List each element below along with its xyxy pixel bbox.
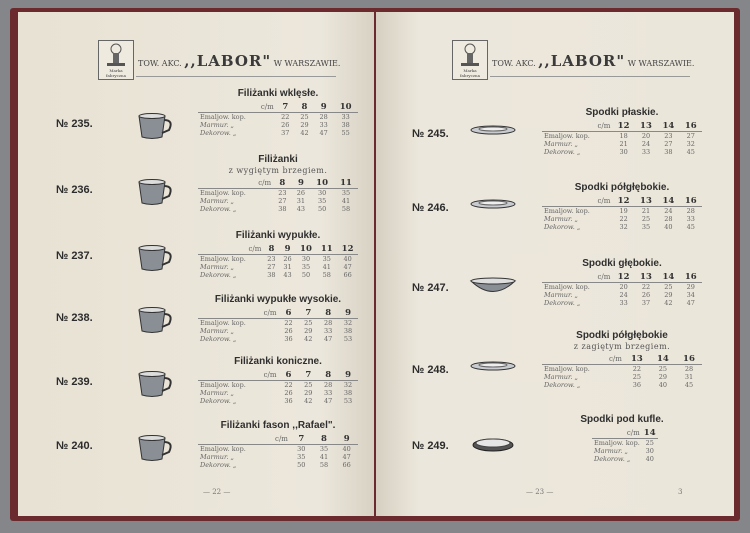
price-cell: 23 [664, 132, 673, 140]
product-title: Filiżanki fason ,,Rafael". [220, 420, 336, 431]
item-number: № 236. [56, 184, 93, 196]
cup-illustration [136, 370, 176, 404]
price-table [198, 178, 358, 213]
item-number: № 248. [412, 364, 449, 376]
price-cell: 66 [342, 461, 351, 469]
finish-label: Dekorow. „ [200, 271, 237, 279]
table-row [198, 271, 358, 279]
price-cell: 25 [300, 113, 309, 121]
price-cell: 33 [319, 121, 328, 129]
price-table [592, 428, 658, 463]
corner-mark: 3 [678, 488, 683, 496]
product-title: Filiżanki wklęsłe. [237, 88, 319, 99]
price-cell: 58 [341, 205, 351, 213]
table-row [542, 207, 702, 216]
size-unit-header: c/m [198, 434, 290, 445]
cup-illustration [136, 434, 176, 468]
table-row [542, 140, 702, 148]
product-title: Filiżanki wypukłe wysokie. [214, 294, 342, 305]
size-unit-header: c/m [542, 272, 612, 283]
size-unit-header: c/m [592, 428, 642, 439]
price-cell: 24 [641, 140, 651, 148]
item-number: № 245. [412, 128, 449, 140]
price-cell: 29 [304, 389, 313, 397]
table-row [198, 389, 358, 397]
price-table [198, 370, 358, 405]
price-cell: 30 [645, 447, 654, 455]
price-cell: 33 [641, 148, 651, 156]
price-cell: 32 [619, 223, 628, 231]
product-title: Spodki płaskie. [585, 107, 659, 118]
size-header: 8 [295, 102, 314, 113]
price-cell: 38 [664, 148, 673, 156]
price-cell: 36 [284, 335, 293, 343]
price-cell: 36 [632, 381, 642, 389]
item-number: № 239. [56, 376, 93, 388]
table-row [198, 255, 358, 264]
finish-label: Emaljow. kop. [594, 439, 640, 447]
finish-label: Emaljow. kop. [200, 255, 246, 263]
price-cell: 31 [684, 373, 694, 381]
table-row [198, 397, 358, 405]
table-row [198, 461, 358, 469]
item-number: № 238. [56, 312, 93, 324]
size-header: 9 [335, 434, 358, 445]
company-name: TOW. AKC. ,,LABOR" W WARSZAWIE. [138, 52, 341, 70]
price-cell: 25 [658, 365, 668, 373]
right-page [376, 12, 734, 516]
finish-label: Emaljow. kop. [200, 113, 246, 121]
price-cell: 53 [343, 397, 353, 405]
size-header: 9 [292, 178, 311, 189]
item-number: № 235. [56, 118, 93, 130]
finish-label: Dekorow. „ [200, 335, 237, 343]
size-header: 7 [298, 308, 318, 319]
price-cell: 27 [267, 263, 276, 271]
price-cell: 27 [278, 197, 287, 205]
price-cell: 66 [343, 271, 352, 279]
size-header: 13 [635, 121, 657, 132]
item-number: № 247. [412, 282, 449, 294]
price-cell: 38 [343, 389, 353, 397]
size-header: 14 [657, 196, 679, 207]
size-header: 9 [338, 308, 358, 319]
size-header: 12 [337, 244, 358, 255]
size-header: 9 [338, 370, 358, 381]
price-cell: 50 [301, 271, 311, 279]
product-title: Spodki głębokie. [582, 258, 662, 269]
company-name: TOW. AKC. ,,LABOR" W WARSZAWIE. [492, 52, 695, 70]
size-header: 6 [279, 370, 299, 381]
size-header: 12 [612, 121, 634, 132]
price-cell: 20 [619, 283, 628, 291]
table-row [198, 129, 358, 137]
price-cell: 23 [278, 189, 287, 197]
size-header: 10 [296, 244, 317, 255]
product-title: Spodki półgłębokie. [574, 182, 670, 193]
size-unit-header: c/m [198, 308, 279, 319]
size-header: 11 [334, 178, 358, 189]
price-cell: 38 [278, 205, 287, 213]
price-cell: 29 [300, 121, 309, 129]
price-cell: 43 [296, 205, 306, 213]
finish-label: Emaljow. kop. [200, 189, 246, 197]
page-number: — 23 — [526, 488, 554, 496]
size-header: 10 [333, 102, 358, 113]
price-cell: 37 [641, 299, 651, 307]
price-cell: 22 [284, 319, 293, 327]
price-cell: 35 [301, 263, 311, 271]
table-row [542, 215, 702, 223]
price-cell: 31 [296, 197, 306, 205]
finish-label: Emaljow. kop. [544, 132, 590, 140]
price-table [198, 244, 358, 279]
bowl-illustration [468, 276, 518, 300]
size-header: 7 [298, 370, 318, 381]
lamp-icon [453, 41, 487, 71]
price-cell: 47 [686, 299, 695, 307]
size-header: 16 [680, 121, 702, 132]
price-cell: 32 [686, 140, 695, 148]
finish-label: Dekorow. „ [544, 381, 581, 389]
factory-logo: Marka fabryczna [452, 40, 488, 80]
item-number: № 246. [412, 202, 449, 214]
factory-logo: Marka fabryczna [98, 40, 134, 80]
price-cell: 38 [343, 327, 353, 335]
price-cell: 45 [684, 381, 694, 389]
size-unit-header: c/m [542, 196, 612, 207]
price-cell: 38 [341, 121, 350, 129]
left-page [18, 12, 374, 516]
size-header: 13 [624, 354, 650, 365]
item-number: № 240. [56, 440, 93, 452]
price-cell: 47 [324, 335, 333, 343]
price-cell: 34 [686, 291, 695, 299]
price-cell: 42 [304, 397, 313, 405]
cup-illustration [136, 112, 176, 146]
finish-label: Marmur. „ [544, 373, 578, 381]
price-cell: 28 [324, 319, 333, 327]
price-cell: 28 [319, 113, 328, 121]
size-header: 7 [276, 102, 295, 113]
price-cell: 33 [324, 389, 333, 397]
table-row [542, 381, 702, 389]
finish-label: Emaljow. kop. [544, 207, 590, 215]
size-unit-header: c/m [198, 244, 263, 255]
price-cell: 32 [343, 319, 353, 327]
size-header: 14 [650, 354, 676, 365]
finish-label: Emaljow. kop. [200, 381, 246, 389]
catalog-header [412, 38, 722, 88]
size-unit-header: c/m [198, 178, 273, 189]
size-header: 9 [314, 102, 333, 113]
ornament-line [490, 76, 690, 78]
price-cell: 58 [319, 461, 329, 469]
price-cell: 53 [343, 335, 353, 343]
size-unit-header: c/m [198, 102, 276, 113]
table-row [542, 365, 702, 374]
table-row [592, 455, 658, 463]
size-header: 9 [279, 244, 295, 255]
price-cell: 23 [267, 255, 276, 263]
size-header: 8 [263, 244, 279, 255]
price-cell: 30 [297, 445, 306, 453]
table-row [198, 327, 358, 335]
table-row [542, 283, 702, 292]
finish-label: Marmur. „ [544, 291, 578, 299]
price-cell: 43 [283, 271, 292, 279]
size-header: 13 [635, 272, 657, 283]
price-cell: 25 [645, 439, 654, 447]
price-cell: 35 [317, 197, 327, 205]
price-cell: 35 [641, 223, 651, 231]
finish-label: Dekorow. „ [594, 455, 631, 463]
price-cell: 27 [686, 132, 695, 140]
price-cell: 35 [297, 453, 306, 461]
price-cell: 30 [619, 148, 628, 156]
price-cell: 29 [664, 291, 673, 299]
finish-label: Dekorow. „ [200, 461, 237, 469]
size-header: 16 [676, 354, 702, 365]
price-cell: 35 [341, 189, 351, 197]
table-row [198, 197, 358, 205]
price-cell: 31 [283, 263, 292, 271]
table-row [198, 121, 358, 129]
price-cell: 20 [641, 132, 651, 140]
table-row [542, 291, 702, 299]
finish-label: Emaljow. kop. [544, 283, 590, 291]
price-cell: 33 [686, 215, 695, 223]
price-cell: 21 [619, 140, 628, 148]
price-cell: 45 [686, 148, 695, 156]
size-unit-header: c/m [198, 370, 279, 381]
table-row [542, 373, 702, 381]
cup-illustration [136, 178, 176, 212]
price-cell: 29 [658, 373, 668, 381]
cup-illustration [136, 306, 176, 340]
price-cell: 40 [343, 255, 352, 263]
product-title: Filiżanki [258, 154, 298, 165]
tray-illustration [468, 434, 518, 458]
price-cell: 42 [300, 129, 309, 137]
price-cell: 47 [342, 453, 351, 461]
price-cell: 41 [319, 453, 329, 461]
table-row [198, 335, 358, 343]
page-number: — 22 — [203, 488, 231, 496]
price-cell: 24 [664, 207, 673, 215]
size-header: 7 [290, 434, 313, 445]
price-cell: 26 [296, 189, 306, 197]
price-cell: 28 [324, 381, 333, 389]
price-cell: 22 [281, 113, 290, 121]
size-header: 16 [680, 196, 702, 207]
price-cell: 22 [632, 365, 642, 373]
table-row [198, 263, 358, 271]
price-cell: 36 [284, 397, 293, 405]
table-row [592, 439, 658, 448]
price-cell: 21 [641, 207, 651, 215]
finish-label: Marmur. „ [200, 197, 234, 205]
finish-label: Marmur. „ [544, 215, 578, 223]
table-row [198, 381, 358, 390]
price-cell: 30 [317, 189, 327, 197]
price-table [542, 196, 702, 231]
price-cell: 27 [664, 140, 673, 148]
price-cell: 33 [341, 113, 350, 121]
price-cell: 47 [319, 129, 328, 137]
price-cell: 26 [284, 389, 293, 397]
product-title: Spodki pod kufle. [580, 414, 664, 425]
price-cell: 32 [343, 381, 353, 389]
catalog-header [58, 38, 368, 88]
price-cell: 22 [284, 381, 293, 389]
price-cell: 47 [343, 263, 352, 271]
price-table [542, 354, 702, 389]
price-cell: 35 [319, 445, 329, 453]
product-title: Filiżanki wypukłe. [235, 230, 321, 241]
size-header: 8 [313, 434, 336, 445]
price-cell: 28 [684, 365, 694, 373]
finish-label: Marmur. „ [200, 121, 234, 129]
price-cell: 33 [324, 327, 333, 335]
price-cell: 28 [664, 215, 673, 223]
price-cell: 41 [341, 197, 351, 205]
price-cell: 30 [301, 255, 311, 263]
price-cell: 24 [619, 291, 628, 299]
finish-label: Emaljow. kop. [200, 445, 246, 453]
price-cell: 58 [322, 271, 331, 279]
price-cell: 40 [664, 223, 673, 231]
finish-label: Marmur. „ [200, 389, 234, 397]
price-cell: 45 [686, 223, 695, 231]
price-cell: 25 [641, 215, 651, 223]
item-number: № 237. [56, 250, 93, 262]
saucer-illustration [468, 196, 518, 216]
price-cell: 50 [317, 205, 327, 213]
size-header: 11 [316, 244, 337, 255]
finish-label: Marmur. „ [200, 263, 234, 271]
price-cell: 50 [297, 461, 306, 469]
price-cell: 38 [267, 271, 276, 279]
table-row [198, 453, 358, 461]
price-cell: 26 [641, 291, 651, 299]
table-row [198, 205, 358, 213]
price-cell: 29 [304, 327, 313, 335]
price-cell: 26 [284, 327, 293, 335]
price-cell: 42 [304, 335, 313, 343]
price-cell: 22 [619, 215, 628, 223]
finish-label: Dekorow. „ [544, 299, 581, 307]
price-cell: 25 [304, 319, 313, 327]
price-cell: 29 [686, 283, 695, 291]
price-cell: 26 [283, 255, 292, 263]
table-row [542, 132, 702, 141]
price-cell: 40 [658, 381, 668, 389]
size-unit-header: c/m [542, 121, 612, 132]
price-cell: 41 [322, 263, 331, 271]
ornament-line [136, 76, 336, 78]
size-header: 14 [657, 121, 679, 132]
table-row [198, 445, 358, 454]
finish-label: Dekorow. „ [544, 223, 581, 231]
size-unit-header: c/m [542, 354, 624, 365]
finish-label: Marmur. „ [544, 140, 578, 148]
finish-label: Marmur. „ [200, 327, 234, 335]
product-subtitle: z zagiętym brzegiem. [573, 342, 671, 351]
price-cell: 35 [322, 255, 331, 263]
table-row [542, 299, 702, 307]
price-table [542, 272, 702, 307]
size-header: 14 [643, 428, 656, 438]
price-table [198, 102, 358, 137]
price-cell: 42 [664, 299, 673, 307]
price-cell: 37 [281, 129, 290, 137]
size-header: 16 [680, 272, 702, 283]
price-cell: 19 [619, 207, 628, 215]
price-cell: 28 [686, 207, 695, 215]
size-header: 12 [612, 272, 634, 283]
saucer-illustration [468, 122, 518, 142]
price-cell: 18 [619, 132, 628, 140]
item-number: № 249. [412, 440, 449, 452]
finish-label: Emaljow. kop. [544, 365, 590, 373]
size-header: 8 [318, 370, 338, 381]
table-row [542, 148, 702, 156]
size-header: 8 [273, 178, 292, 189]
finish-label: Marmur. „ [594, 447, 628, 455]
size-header: 12 [612, 196, 634, 207]
size-header: 10 [310, 178, 334, 189]
finish-label: Dekorow. „ [200, 397, 237, 405]
finish-label: Dekorow. „ [544, 148, 581, 156]
lamp-icon [99, 41, 133, 71]
finish-label: Emaljow. kop. [200, 319, 246, 327]
product-title: Spodki półgłębokie [576, 330, 668, 341]
product-subtitle: z wygiętym brzegiem. [228, 166, 328, 175]
price-cell: 25 [632, 373, 642, 381]
product-title: Filiżanki koniczne. [234, 356, 322, 367]
size-header: 8 [318, 308, 338, 319]
price-cell: 40 [342, 445, 351, 453]
table-row [592, 447, 658, 455]
size-header: 14 [657, 272, 679, 283]
price-cell: 25 [304, 381, 313, 389]
finish-label: Dekorow. „ [200, 205, 237, 213]
price-cell: 55 [341, 129, 350, 137]
price-cell: 33 [619, 299, 628, 307]
price-table [198, 308, 358, 343]
finish-label: Marmur. „ [200, 453, 234, 461]
price-cell: 40 [645, 455, 654, 463]
price-table [542, 121, 702, 156]
price-cell: 22 [641, 283, 651, 291]
table-row [198, 113, 358, 122]
price-cell: 47 [324, 397, 333, 405]
price-cell: 25 [664, 283, 673, 291]
price-table [198, 434, 358, 469]
size-header: 6 [279, 308, 299, 319]
finish-label: Dekorow. „ [200, 129, 237, 137]
table-row [542, 223, 702, 231]
price-cell: 26 [281, 121, 290, 129]
saucer-illustration [468, 358, 518, 378]
table-row [198, 189, 358, 198]
table-row [198, 319, 358, 328]
size-header: 13 [635, 196, 657, 207]
cup-illustration [136, 244, 176, 278]
